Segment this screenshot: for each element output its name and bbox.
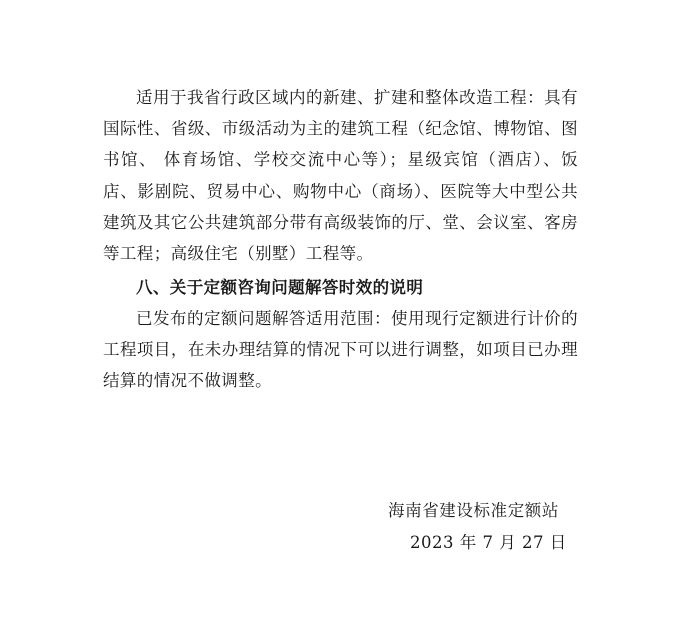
signature-organization: 海南省建设标准定额站 — [388, 501, 559, 520]
paragraph-scope: 适用于我省行政区域内的新建、扩建和整体改造工程：具有国际性、省级、市级活动为主的建筑工程（纪念馆、博物馆、图书馆、 体育场馆、学校交流中心等）；星级宾馆（酒店）、饭店、影剧院、贸易中心、购物中心（商场）、医院等大中型公共建筑及其它公共建筑部分带有高级装饰的厅、堂、会议室、客房等工程；高级住宅（别墅）工程等。 — [103, 88, 578, 264]
signature-date: 2023 年 7 月 27 日 — [410, 533, 567, 552]
section-heading: 八、关于定额咨询问题解答时效的说明 — [136, 278, 424, 297]
paragraph-validity: 已发布的定额问题解答适用范围：使用现行定额进行计价的工程项目，在未办理结算的情况下可以进行调整，如项目已办理结算的情况不做调整。 — [103, 309, 578, 391]
